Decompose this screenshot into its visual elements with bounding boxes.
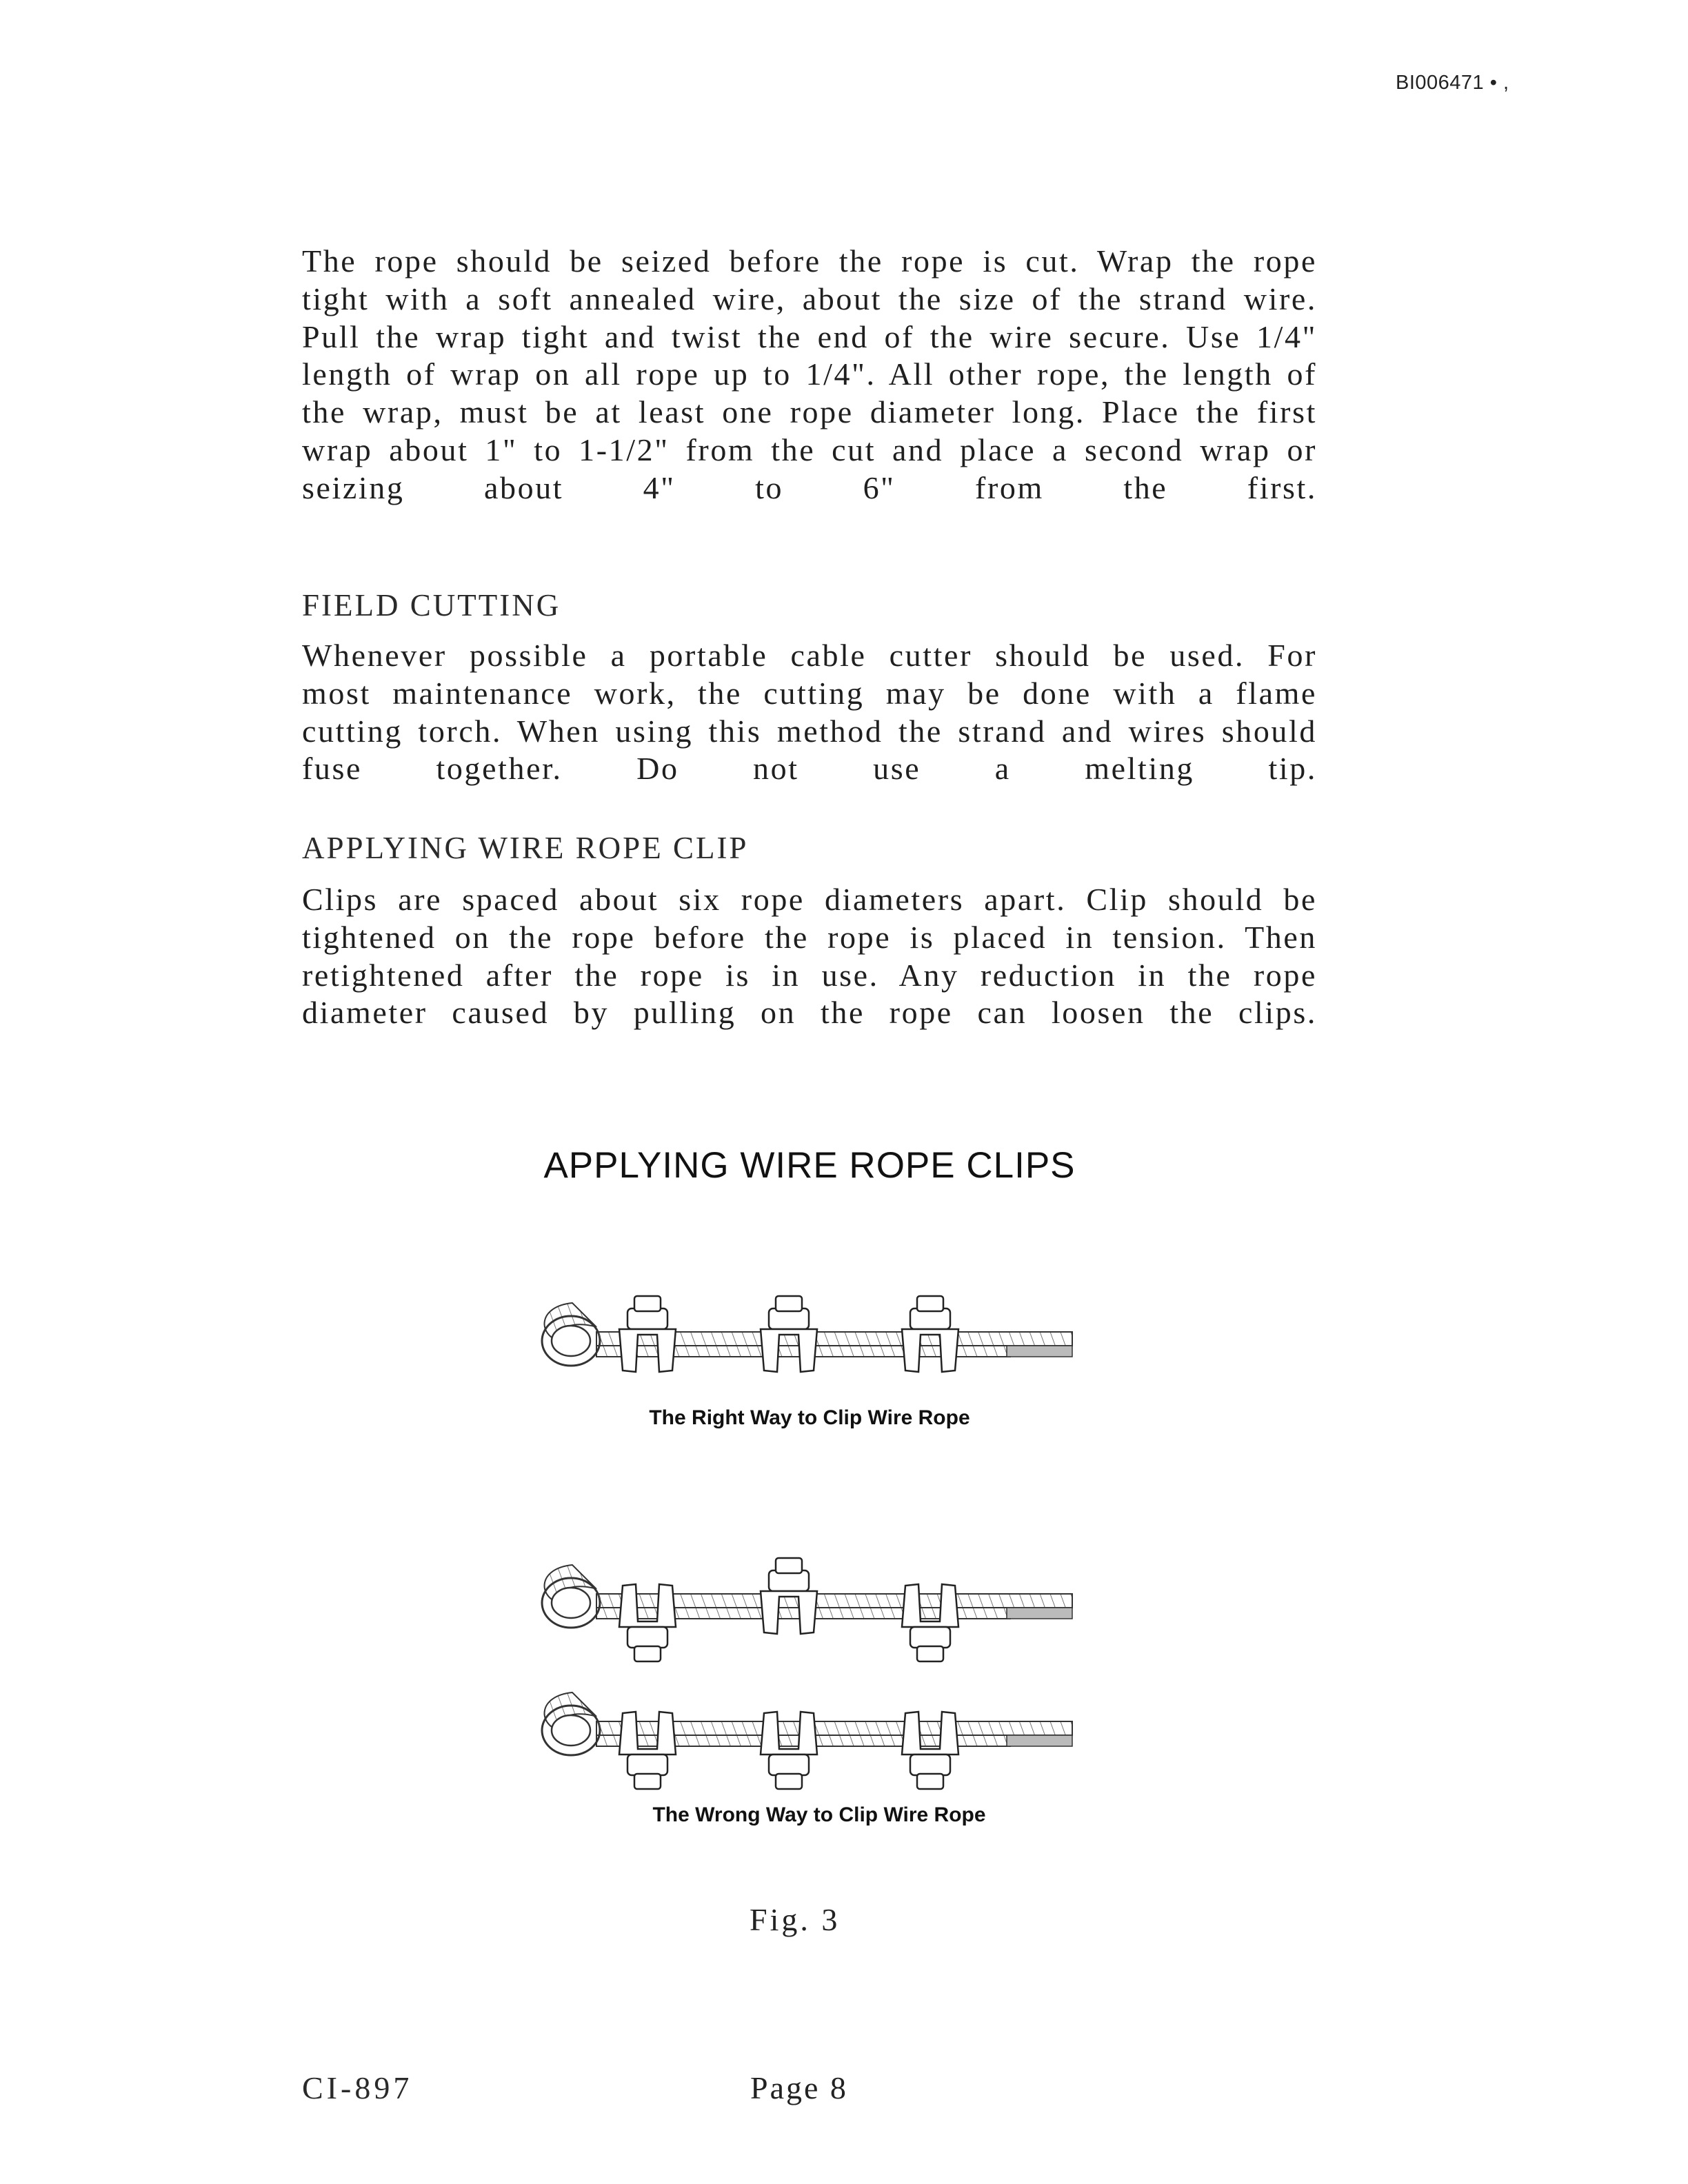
document-id: BI006471 • , xyxy=(1396,72,1509,94)
wrong-way-rope-diagram-1 xyxy=(531,1551,1089,1668)
paragraph-seizing: The rope should be seized before the rope is cut. Wrap the rope tight with a soft annealed wire, about the size of the strand wire. Pull the wrap tight and twist the end of the wire secure. Use 1/4" length of wrap on all rope up to 1/4". All other rope, the length of the wrap, must be at least one rope diameter long. Place the first wrap about 1" to 1-1/2" from the cut and place a second wrap or seizing about 4" to 6" from the first. xyxy=(302,243,1317,505)
right-way-caption: The Right Way to Clip Wire Rope xyxy=(649,1406,970,1429)
figure-label: Fig. 3 xyxy=(750,1902,841,1937)
wrong-way-caption: The Wrong Way to Clip Wire Rope xyxy=(652,1803,986,1826)
heading-field-cutting: FIELD CUTTING xyxy=(302,588,561,623)
right-way-rope-diagram xyxy=(531,1289,1089,1393)
figure-title: APPLYING WIRE ROPE CLIPS xyxy=(543,1145,1076,1186)
document-code: CI-897 xyxy=(302,2070,413,2105)
wrong-way-rope-diagram-2 xyxy=(531,1679,1089,1796)
paragraph-applying-clip: Clips are spaced about six rope diameters apart. Clip should be tightened on the rope before the rope is placed in tension. Then retightened after the rope is in use. Any reduction in the rope diameter caused by pulling on the rope can loosen the clips. xyxy=(302,882,1317,1031)
page-number: Page 8 xyxy=(750,2070,848,2105)
heading-applying-clip: APPLYING WIRE ROPE CLIP xyxy=(302,831,749,865)
paragraph-field-cutting: Whenever possible a portable cable cutter should be used. For most maintenance work, the cutting may be done with a flame cutting torch. When using this method the strand and wires should fuse together. Do not use a melting tip. xyxy=(302,638,1317,787)
